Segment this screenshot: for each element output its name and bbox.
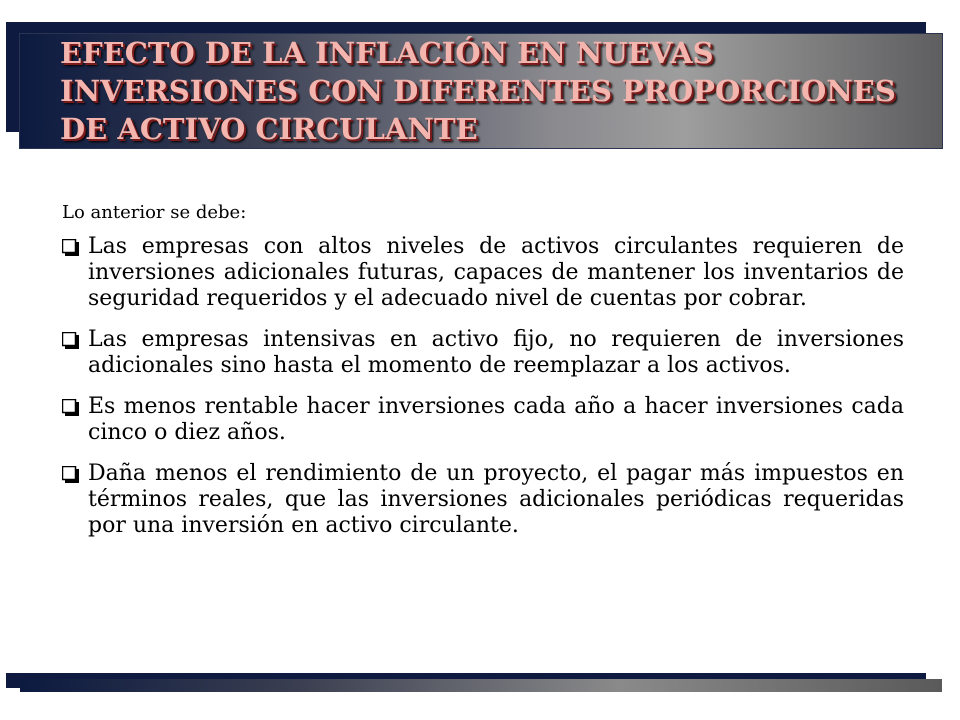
bullet-text: Las empresas intensivas en activo fijo, no requieren de inversiones adicionales sino hasta el momento de reemplazar a los activos. [88,327,904,378]
checkbox-square-icon [62,466,79,483]
bullet-text: Daña menos el rendimiento de un proyecto, el pagar más impuestos en términos reales, que las inversiones adicionales periódicas requeridas por una inversión en activo circulante. [88,461,904,538]
bullet-item [62,394,904,446]
bullet-text: Es menos rentable hacer inversiones cada año a hacer inversiones cada cinco o diez años. [88,394,904,445]
bullet-list [62,234,904,554]
bullet-item [62,327,904,379]
bullet-item [62,461,904,539]
intro-text: Lo anterior se debe: [62,202,247,223]
checkbox-square-icon [62,332,79,349]
title-line-1: EFECTO DE LA INFLACIÓN EN NUEVAS [60,36,714,70]
checkbox-square-icon [62,399,79,416]
slide-title [60,34,930,148]
checkbox-square-icon [62,239,79,256]
bullet-item [62,234,904,312]
footer-front-bar [20,679,942,692]
title-line-2: INVERSIONES CON DIFERENTES PROPORCIONES [60,74,896,108]
bullet-text: Las empresas con altos niveles de activos circulantes requieren de inversiones adicionales futuras, capaces de mantener los inventarios de seguridad requeridos y el adecuado nivel de cuentas por cobrar. [88,234,904,311]
title-line-3: DE ACTIVO CIRCULANTE [60,112,478,146]
